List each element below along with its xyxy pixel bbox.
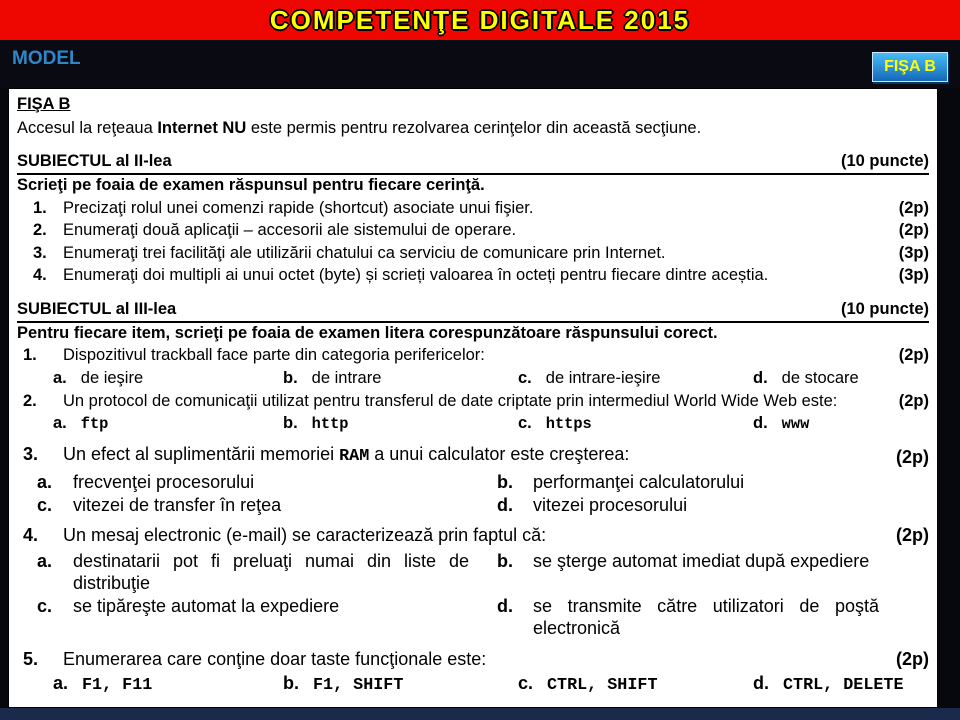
question-number: 1. [23, 346, 37, 365]
q5-option-c [518, 672, 753, 697]
q2-option-a [53, 413, 283, 434]
q1-option-a [53, 368, 283, 389]
option-text: F1, SHIFT [313, 676, 404, 696]
subject2-instruction: Scrieţi pe foaia de examen răspunsul pentru fiecare cerinţă. [17, 175, 485, 194]
option-letter: a. [53, 673, 69, 694]
s3-question-3 [17, 443, 929, 468]
option-text: http [311, 415, 349, 434]
question-number: 5. [23, 648, 39, 669]
intro-text [17, 118, 929, 139]
item-text: Enumeraţi trei facilităţi ale utilizării chatului ca serviciu de comunicare prin Internet. [63, 243, 666, 262]
option-text: https [545, 415, 592, 434]
q4-option-b [497, 550, 929, 595]
q1-options [17, 368, 929, 389]
question-number: 3. [23, 444, 39, 465]
q5-option-a [53, 672, 283, 697]
q3-option-d [497, 494, 929, 517]
q5-option-d [753, 672, 929, 697]
option-letter: b. [497, 550, 513, 571]
q2-options [17, 413, 929, 434]
option-letter: a. [37, 472, 53, 493]
question-points: (2p) [896, 525, 929, 546]
item-text: Enumeraţi două aplicaţii – accesorii ale sistemului de operare. [63, 221, 517, 240]
s2-item-4 [17, 265, 929, 286]
option-letter: c. [37, 494, 53, 515]
question-number: 2. [23, 391, 37, 410]
s3-question-1 [17, 345, 929, 366]
option-text: destinatarii pot fi preluaţi numai din liste de distribuţie [73, 550, 469, 594]
subject2-heading [17, 151, 929, 175]
q3-option-a [37, 471, 469, 494]
question-number: 4. [23, 525, 39, 546]
option-letter: a. [37, 550, 53, 571]
fisa-b-button[interactable]: FIŞA B [872, 52, 948, 82]
item-number: 1. [33, 198, 47, 217]
question-text: Dispozitivul trackball face parte din categoria perifericelor: [63, 346, 485, 365]
q4-options [17, 550, 929, 640]
model-link[interactable]: MODEL [12, 48, 81, 69]
question-text [63, 443, 929, 468]
s3-question-5 [17, 648, 929, 671]
option-letter: c. [518, 673, 534, 694]
s2-item-2 [17, 220, 929, 241]
option-letter: c. [518, 368, 532, 387]
option-letter: b. [283, 673, 299, 694]
option-letter: d. [497, 595, 513, 616]
item-number: 3. [33, 243, 47, 262]
option-text: performanţei calculatorului [533, 472, 745, 493]
option-text: ftp [80, 415, 109, 434]
q4-option-c [37, 595, 469, 640]
question-text: Un protocol de comunicaţii utilizat pentru transferul de date criptate prin intermediul World Wide Web este: [63, 391, 838, 410]
option-text: www [781, 415, 810, 434]
page-title: COMPETENŢE DIGITALE 2015 [269, 4, 691, 35]
option-text: se transmite către utilizatori de poştă electronică [533, 595, 879, 639]
option-letter: a. [53, 368, 67, 387]
question-points: (2p) [896, 648, 929, 669]
q4-option-a [37, 550, 469, 595]
q5-options [17, 672, 929, 697]
option-text: frecvenţei procesorului [73, 472, 255, 493]
option-letter: b. [283, 368, 298, 387]
q3-options [17, 471, 929, 516]
bottom-bar [0, 708, 960, 720]
option-letter: b. [497, 472, 513, 493]
option-letter: c. [518, 414, 532, 433]
item-points: (3p) [898, 243, 929, 262]
option-text: de stocare [781, 368, 859, 387]
subject3-title: SUBIECTUL al III-lea [17, 300, 177, 318]
q5-option-b [283, 672, 518, 697]
option-text: de intrare [311, 368, 382, 387]
q4-option-d [497, 595, 929, 640]
option-text: de intrare-ieşire [545, 368, 661, 387]
option-text: de ieşire [80, 368, 144, 387]
question-points: (2p) [898, 391, 929, 410]
q3-text-pre: Un efect al suplimentării memoriei [63, 444, 340, 465]
s2-item-1 [17, 198, 929, 219]
option-letter: c. [37, 595, 53, 616]
item-number: 2. [33, 221, 47, 240]
exam-document [8, 88, 938, 708]
item-text: Precizaţi rolul unei comenzi rapide (shortcut) asociate unui fişier. [63, 198, 534, 217]
item-text: Enumeraţi doi multipli ai unui octet (byte) și scrieți valoarea în octeți pentru fiecare dintre aceștia. [63, 266, 769, 285]
option-letter: a. [53, 414, 67, 433]
option-letter: b. [283, 414, 298, 433]
subject3-heading [17, 299, 929, 323]
q3-option-b [497, 471, 929, 494]
option-text: se şterge automat imediat după expediere [533, 550, 870, 571]
q2-option-c [518, 413, 753, 434]
sheet-title: FIŞA B [17, 95, 71, 113]
q3-ram-term: RAM [339, 447, 370, 467]
s3-question-4 [17, 524, 929, 547]
option-text: CTRL, SHIFT [547, 676, 658, 696]
option-letter: d. [753, 414, 768, 433]
q1-option-b [283, 368, 518, 389]
s2-item-3 [17, 243, 929, 264]
s3-question-2 [17, 391, 929, 412]
option-letter: d. [753, 673, 769, 694]
subject3-points: (10 puncte) [840, 300, 929, 318]
option-text: se tipăreşte automat la expediere [73, 595, 340, 616]
item-points: (2p) [898, 198, 929, 217]
question-points: (2p) [896, 446, 929, 467]
toolbar [0, 40, 960, 88]
lower-section [17, 443, 929, 697]
question-points: (2p) [898, 346, 929, 365]
intro-pre: Accesul la reţeaua [17, 118, 158, 137]
header-banner [0, 0, 960, 40]
option-text: vitezei de transfer în reţea [73, 494, 282, 515]
option-text: vitezei procesorului [533, 494, 688, 515]
intro-post: este permis pentru rezolvarea cerinţelor din această secţiune. [246, 118, 702, 137]
q2-option-d [753, 413, 929, 434]
option-text: CTRL, DELETE [783, 676, 904, 696]
subject2-title: SUBIECTUL al II-lea [17, 152, 172, 171]
item-points: (3p) [898, 266, 929, 285]
question-text: Enumerarea care conţine doar taste funcţionale este: [63, 648, 487, 669]
q1-option-d [753, 368, 929, 389]
q3-option-c [37, 494, 469, 517]
q3-text-post: a unui calculator este creşterea: [369, 444, 630, 465]
subject2-points: (10 puncte) [840, 152, 929, 171]
subject3-instruction: Pentru fiecare item, scrieţi pe foaia de examen litera corespunzătoare răspunsului corect. [17, 323, 718, 342]
option-text: F1, F11 [82, 676, 153, 696]
q2-option-b [283, 413, 518, 434]
option-letter: d. [497, 494, 513, 515]
item-number: 4. [33, 266, 47, 285]
item-points: (2p) [898, 221, 929, 240]
option-letter: d. [753, 368, 768, 387]
intro-bold: Internet NU [157, 118, 247, 137]
question-text: Un mesaj electronic (e-mail) se caracterizează prin faptul că: [63, 525, 547, 546]
q1-option-c [518, 368, 753, 389]
